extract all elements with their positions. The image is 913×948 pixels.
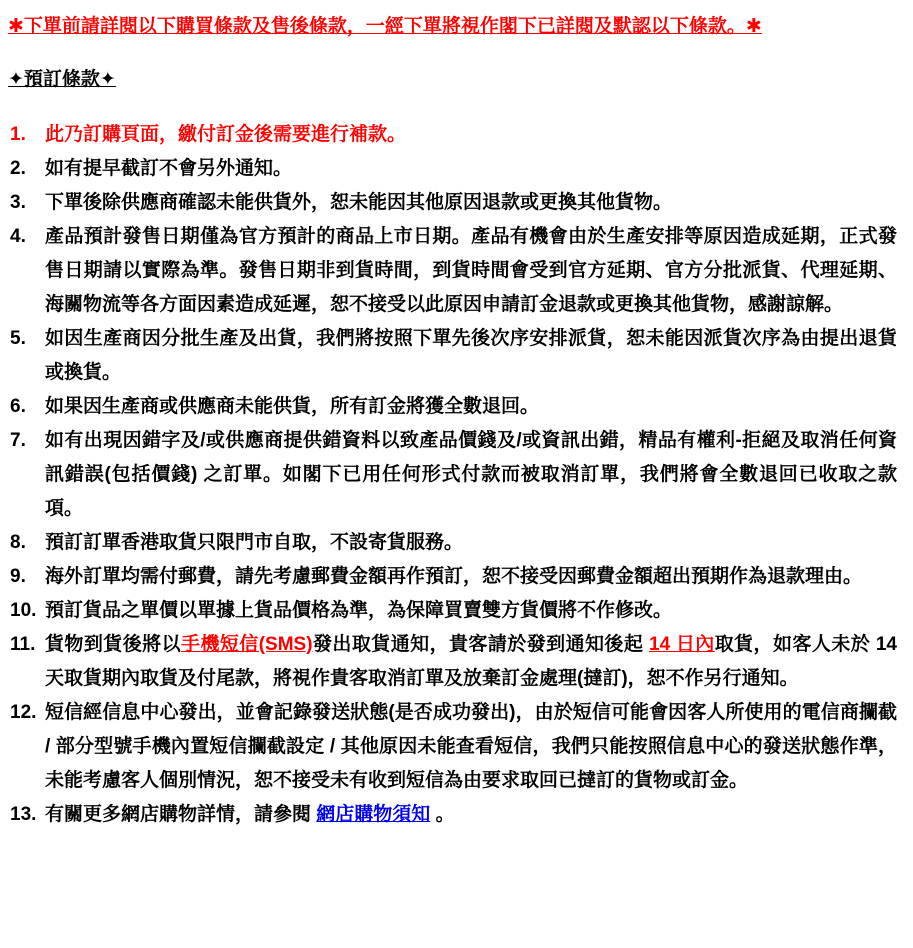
- term-number: 3.: [10, 192, 26, 213]
- term-item: [6, 118, 903, 152]
- term-text: 預訂訂單香港取貨只限門市自取，不設寄貨服務。: [45, 532, 464, 553]
- term-text: 預訂貨品之單價以單據上貨品價格為準，為保障買賣雙方貨價將不作修改。: [45, 600, 673, 621]
- store-shopping-guide-link[interactable]: 網店購物須知: [316, 804, 431, 825]
- term-text: 下單後除供應商確認未能供貨外，恕未能因其他原因退款或更換其他貨物。: [45, 192, 673, 213]
- section-heading-preorder-terms: ✦預訂條款✦: [8, 69, 116, 90]
- term-item: [6, 186, 903, 220]
- term-text: 。: [430, 804, 455, 825]
- term-text: 海外訂單均需付郵費，請先考慮郵費金額再作預訂，恕不接受因郵費金額超出預期作為退款理由。: [45, 566, 863, 587]
- term-text: 此乃訂購頁面，繳付訂金後需要進行補款。: [45, 124, 407, 145]
- term-item: [6, 424, 903, 526]
- term-text: 如有提早截訂不會另外通知。: [45, 158, 293, 179]
- term-item: [6, 594, 903, 628]
- term-text: 如有出現因錯字及/或供應商提供錯資料以致產品價錢及/或資訊出錯，精品有權利-拒絕及取消任何資訊錯誤(包括價錢) 之訂單。如閣下已用任何形式付款而被取消訂單，我們將會全數退回已收取之款項。: [45, 430, 897, 519]
- term-number: 5.: [10, 328, 26, 349]
- term-number: 10.: [10, 600, 37, 621]
- term-text: 產品預計發售日期僅為官方預計的商品上市日期。產品有機會由於生產安排等原因造成延期，正式發售日期請以實際為準。發售日期非到貨時間，到貨時間會受到官方延期、官方分批派貨、代理延期、海關物流等各方面因素造成延遲，恕不接受以此原因申請訂金退款或更換其他貨物，感謝諒解。: [45, 226, 897, 315]
- term-number: 13.: [10, 804, 37, 825]
- term-item: [6, 560, 903, 594]
- term-text: 發出取貨通知，貴客請於發到通知後起: [312, 634, 649, 655]
- term-item: [6, 628, 903, 696]
- term-text: 貨物到貨後將以: [45, 634, 182, 655]
- term-number: 1.: [10, 124, 26, 145]
- term-number: 8.: [10, 532, 26, 553]
- term-text: 取貨，如客人未於 14 天取貨期內取貨及付尾款，將視作貴客取消訂單及放棄訂金處理(撻訂)，恕不作另行通知。: [45, 634, 897, 689]
- term-item: [6, 220, 903, 322]
- term-number: 6.: [10, 396, 26, 417]
- term-item: [6, 390, 903, 424]
- term-item: [6, 798, 903, 832]
- term-number: 12.: [10, 702, 37, 723]
- term-item: [6, 152, 903, 186]
- term-number: 4.: [10, 226, 26, 247]
- term-text: 有關更多網店購物詳情，請參閱: [45, 804, 317, 825]
- term-number: 2.: [10, 158, 26, 179]
- terms-list: [6, 118, 903, 832]
- term-text: 如果因生產商或供應商未能供貨，所有訂金將獲全數退回。: [45, 396, 540, 417]
- term-item: [6, 322, 903, 390]
- term-item: [6, 526, 903, 560]
- term-item: [6, 696, 903, 798]
- sms-notice-highlight: 手機短信(SMS): [181, 634, 313, 655]
- term-text: 短信經信息中心發出，並會記錄發送狀態(是否成功發出)，由於短信可能會因客人所使用的電信商攔截 / 部分型號手機內置短信攔截設定 / 其他原因未能查看短信，我們只能按照信息中心的發送狀態作準，未能考慮客人個別情況，恕不接受未有收到短信為由要求取回已撻訂的貨物或訂金。: [45, 702, 897, 791]
- term-number: 11.: [10, 634, 36, 655]
- page-title: ✱下單前請詳閱以下購買條款及售後條款，一經下單將視作閣下已詳閱及默認以下條款。✱: [8, 16, 762, 37]
- term-number: 7.: [10, 430, 26, 451]
- pickup-deadline-highlight: 14 日內: [649, 634, 715, 655]
- term-text: 如因生產商因分批生產及出貨，我們將按照下單先後次序安排派貨，恕未能因派貨次序為由提出退貨或換貨。: [45, 328, 897, 383]
- term-number: 9.: [10, 566, 26, 587]
